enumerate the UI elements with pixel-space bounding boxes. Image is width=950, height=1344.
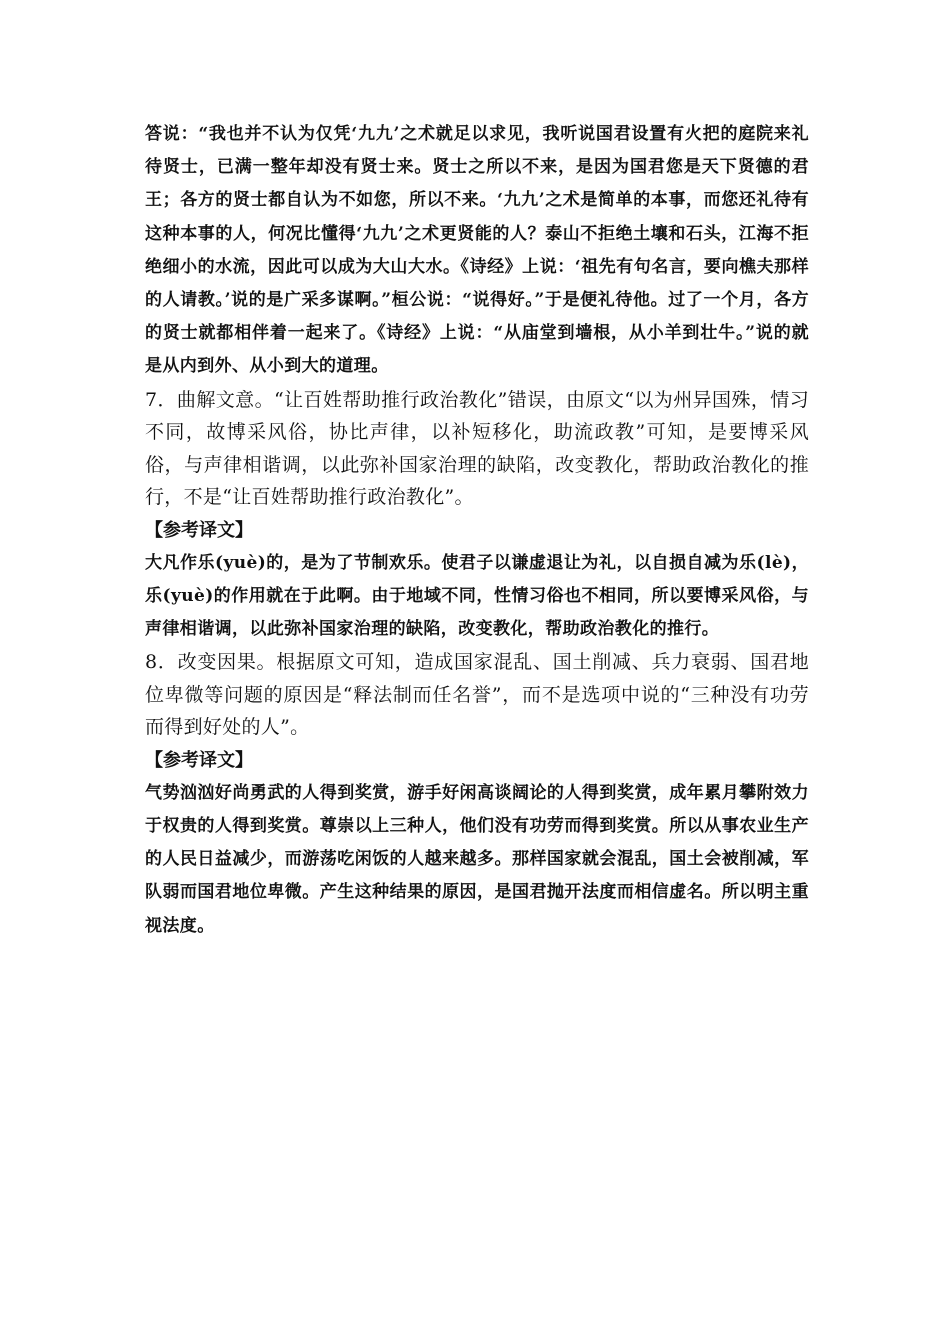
question-8-translation-heading: 【参考译文】	[145, 749, 253, 771]
document-page	[145, 118, 809, 943]
question-8-translation: 气势汹汹好尚勇武的人得到奖赏，游手好闲高谈阔论的人得到奖赏，成年累月攀附效力于权贵的人得到奖赏。尊崇以上三种人，他们没有功劳而得到奖赏。所以从事农业生产的人民日益减少，而游荡吃闲饭的人越来越多。那样国家就会混乱，国土会被削减，军队弱而国君地位卑微。产生这种结果的原因，是国君抛开法度而相信虚名。所以明主重视法度。	[145, 782, 809, 936]
question-7-explanation: 7．曲解文意。“让百姓帮助推行政治教化”错误，由原文“以为州异国殊，情习不同，故博采风俗，协比声律，以补短移化，助流政教”可知，是要博采风俗，与声律相谐调，以此弥补国家治理的缺陷，改变教化，帮助政治教化的推行，不是“让百姓帮助推行政治教化”。	[145, 388, 809, 509]
question-7-translation-heading: 【参考译文】	[145, 519, 253, 541]
question-7-translation: 大凡作乐(yuè)的，是为了节制欢乐。使君子以谦虚退让为礼，以自损自减为乐(lè)，乐(yuè)的作用就在于此啊。由于地域不同，性情习俗也不相同，所以要博采风俗，与声律相谐调，以此弥补国家治理的缺陷，改变教化，帮助政治教化的推行。	[145, 552, 809, 640]
question-8-explanation: 8．改变因果。根据原文可知，造成国家混乱、国土削减、兵力衰弱、国君地位卑微等问题的原因是“释法制而任名誉”，而不是选项中说的“三种没有功劳而得到好处的人”。	[145, 651, 809, 739]
answer-continuation-paragraph: 答说：“我也并不认为仅凭‘九九’之术就足以求见，我听说国君设置有火把的庭院来礼待贤士，已满一整年却没有贤士来。贤士之所以不来，是因为国君您是天下贤德的君王；各方的贤士都自认为不如您，所以不来。‘九九’之术是简单的本事，而您还礼待有这种本事的人，何况比懂得‘九九’之术更贤能的人？泰山不拒绝土壤和石头，江海不拒绝细小的水流，因此可以成为大山大水。《诗经》上说：‘祖先有句名言，要向樵夫那样的人请教。’说的是广采多谋啊。”桓公说：“说得好。”于是便礼待他。过了一个月，各方的贤士就都相伴着一起来了。《诗经》上说：“从庙堂到墙根，从小羊到壮牛。”说的就是从内到外、从小到大的道理。	[145, 124, 809, 377]
